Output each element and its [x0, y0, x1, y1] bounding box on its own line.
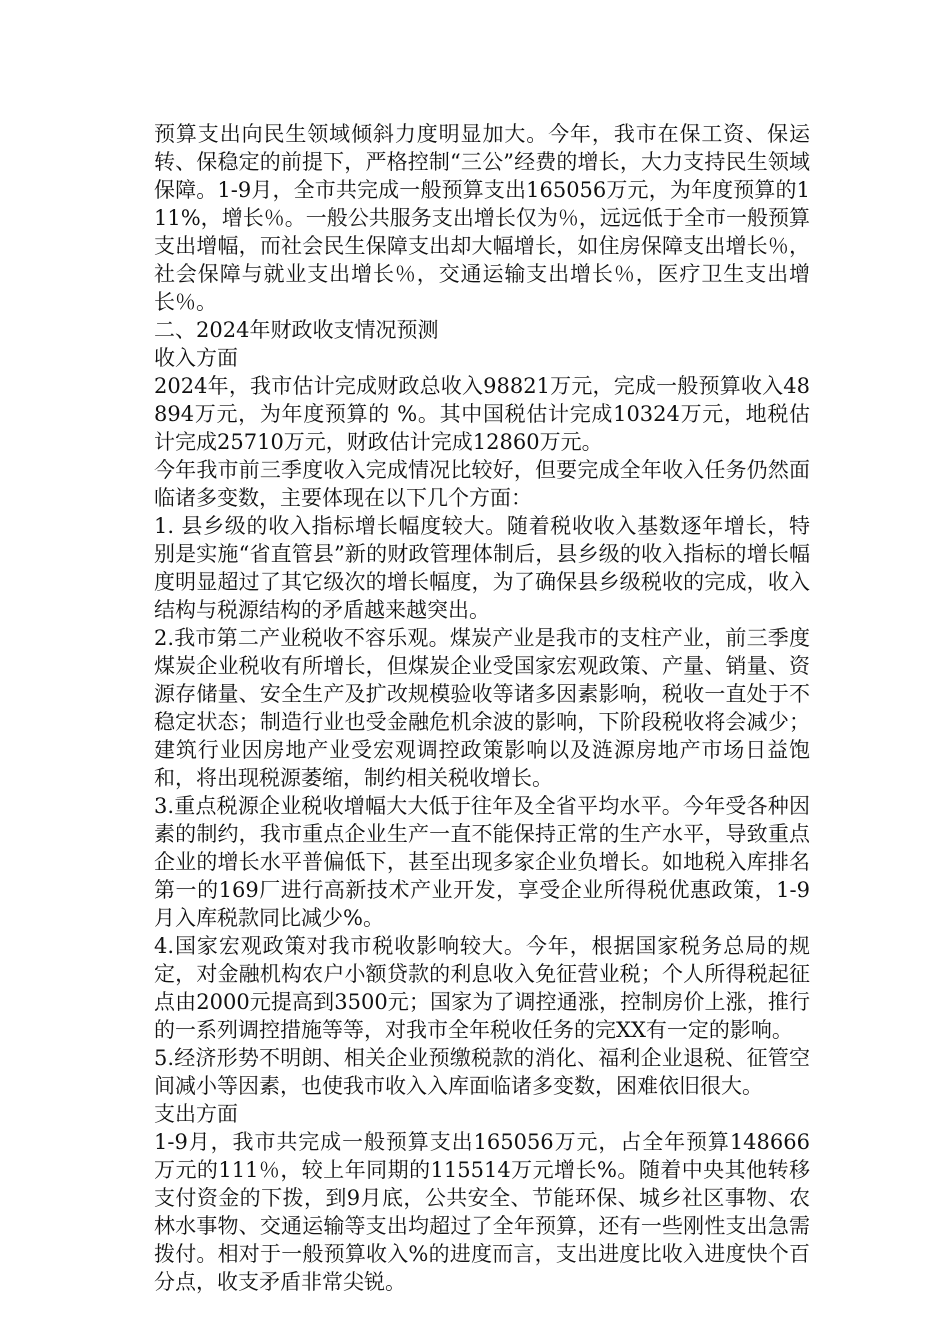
- list-item-4: 4.国家宏观政策对我市税收影响较大。今年，根据国家税务总局的规定，对金融机构农户小额贷款的利息收入免征营业税；个人所得税起征点由2000元提高到3500元；国家为了调控通涨，控制房价上涨，推行的一系列调控措施等等，对我市全年税收任务的完XX有一定的影响。: [154, 934, 810, 1042]
- paragraph-livelihood-spending: 预算支出向民生领域倾斜力度明显加大。今年，我市在保工资、保运转、保稳定的前提下，严格控制“三公”经费的增长，大力支持民生领域保障。1-9月，全市共完成一般预算支出165056万元，为年度预算的111%，增长％。一般公共服务支出增长仅为％，远远低于全市一般预算支出增幅，而社会民生保障支出却大幅增长，如住房保障支出增长％，社会保障与就业支出增长％，交通运输支出增长％，医疗卫生支出增长％。: [154, 122, 810, 314]
- list-item-5: 5.经济形势不明朗、相关企业预缴税款的消化、福利企业退税、征管空间减小等因素，也使我市收入入库面临诸多变数，困难依旧很大。: [154, 1046, 810, 1098]
- list-item-1: 1. 县乡级的收入指标增长幅度较大。随着税收收入基数逐年增长，特别是实施“省直管县”新的财政管理体制后，县乡级的收入指标的增长幅度明显超过了其它级次的增长幅度，为了确保县乡级税收的完成，收入结构与税源结构的矛盾越来越突出。: [154, 514, 810, 622]
- subheading-revenue: 收入方面: [154, 346, 238, 370]
- paragraph-revenue-estimate: 2024年，我市估计完成财政总收入98821万元，完成一般预算收入48894万元，为年度预算的 %。其中国税估计完成10324万元，地税估计完成25710万元，财政估计完成12860万元。: [154, 374, 810, 454]
- paragraph-revenue-variables: 今年我市前三季度收入完成情况比较好，但要完成全年收入任务仍然面临诸多变数，主要体现在以下几个方面：: [154, 458, 810, 510]
- paragraph-expenditure-progress: 1-9月，我市共完成一般预算支出165056万元，占全年预算148666万元的111％，较上年同期的115514万元增长%。随着中央其他转移支付资金的下拨，到9月底，公共安全、节能环保、城乡社区事物、农林水事物、交通运输等支出均超过了全年预算，还有一些刚性支出急需拨付。相对于一般预算收入%的进度而言，支出进度比收入进度快个百分点，收支矛盾非常尖锐。: [154, 1130, 810, 1294]
- document-body: [140, 120, 810, 1296]
- section-heading-forecast: 二、2024年财政收支情况预测: [154, 318, 439, 342]
- list-item-3: 3.重点税源企业税收增幅大大低于往年及全省平均水平。今年受各种因素的制约，我市重点企业生产一直不能保持正常的生产水平，导致重点企业的增长水平普偏低下，甚至出现多家企业负增长。如地税入库排名第一的169厂进行高新技术产业开发，享受企业所得税优惠政策，1-9月入库税款同比减少%。: [154, 794, 810, 930]
- list-item-2: 2.我市第二产业税收不容乐观。煤炭产业是我市的支柱产业，前三季度煤炭企业税收有所增长，但煤炭企业受国家宏观政策、产量、销量、资源存储量、安全生产及扩改规模验收等诸多因素影响，税收一直处于不稳定状态；制造行业也受金融危机余波的影响，下阶段税收将会减少；建筑行业因房地产业受宏观调控政策影响以及涟源房地产市场日益饱和，将出现税源萎缩，制约相关税收增长。: [154, 626, 810, 790]
- subheading-expenditure: 支出方面: [154, 1102, 238, 1126]
